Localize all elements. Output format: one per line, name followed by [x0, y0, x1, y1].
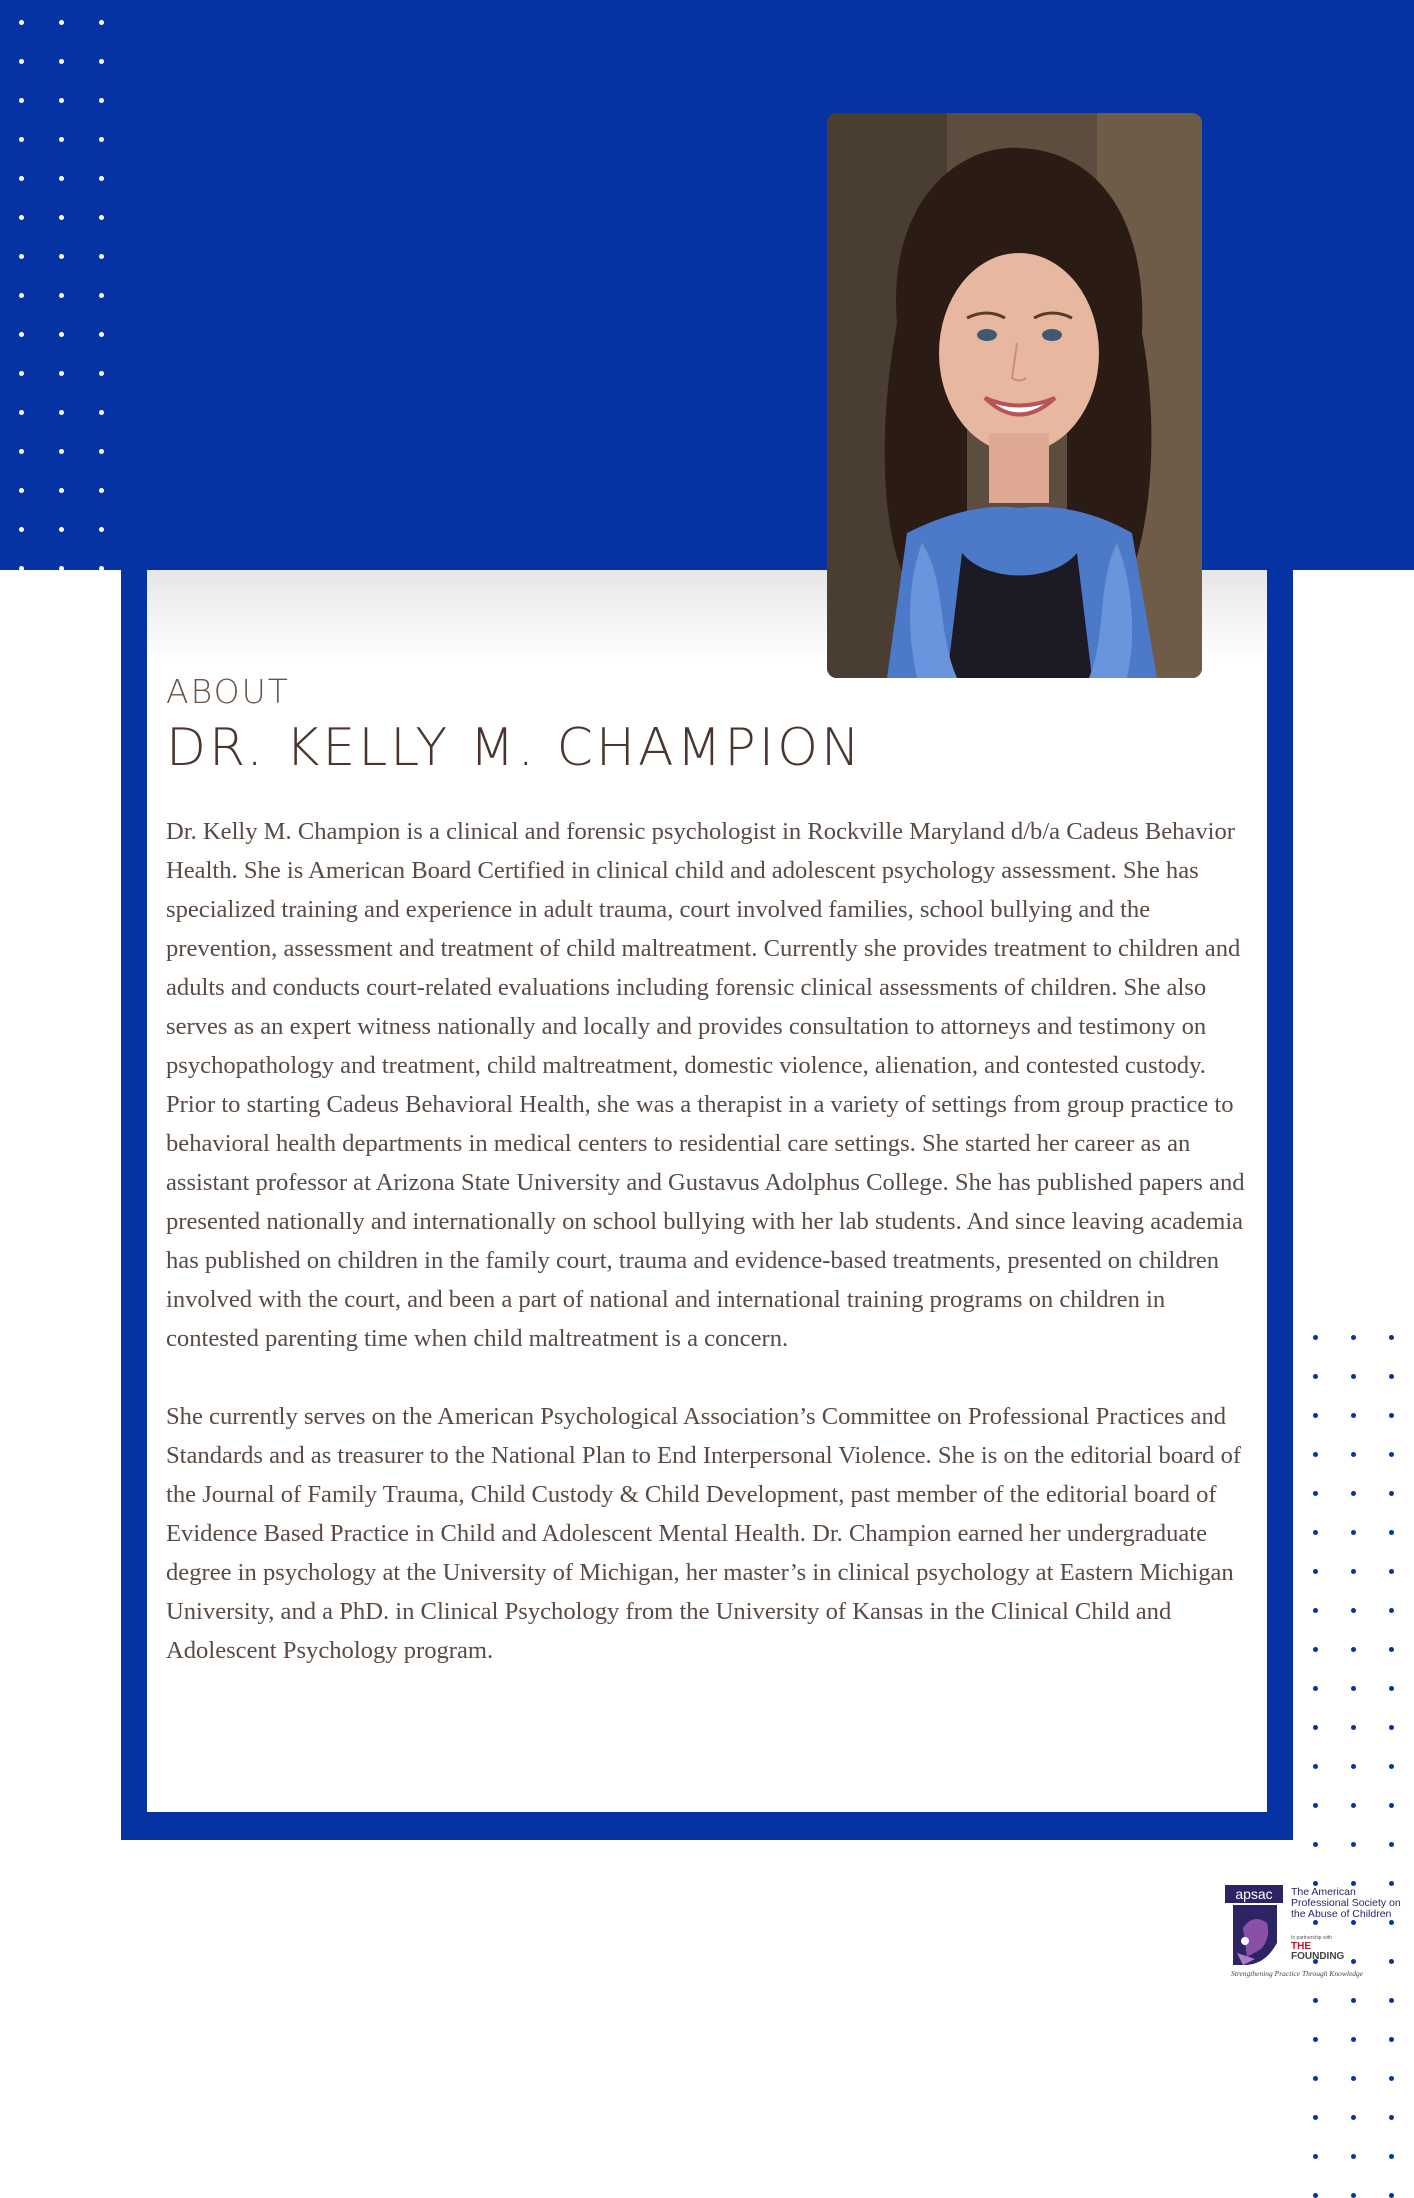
person-name-title: DR. KELLY M. CHAMPION [166, 718, 863, 778]
bio-paragraph: She currently serves on the American Psychological Association’s Committee on Professional Practices and Standards and as treasurer to the National Plan to End Interpersonal Violence. She is on the editorial board of the Journal of Family Trauma, Child Custody & Child Development, past member of the editorial board of Evidence Based Practice in Child and Adolescent Mental Health. Dr. Champion earned her undergraduate degree in psychology at the University of Michigan, her master’s in clinical psychology at Eastern Michigan University, and a PhD. in Clinical Psychology from the University of Kansas in the Clinical Child and Adolescent Psychology program. [166, 1403, 1242, 1664]
logo-tagline: Strengthening Practice Through Knowledge [1231, 1969, 1364, 1978]
logo-partner-text: In partnership with [1291, 1935, 1332, 1941]
dot-pattern-bottom-right [1313, 1335, 1394, 2198]
biography [166, 812, 1256, 1709]
dot-pattern-top-left [19, 20, 104, 1039]
about-eyebrow: ABOUT [166, 672, 290, 711]
logo-org-name: The American Professional Society on the Abuse of Children [1291, 1886, 1401, 1920]
bio-paragraph: Dr. Kelly M. Champion is a clinical and forensic psychologist in Rockville Maryland d/b/a Cadeus Behavior Health. She is American Board Certified in clinical child and adolescent psychology assessment. She has specialized training and experience in adult trauma, court involved families, school bullying and the prevention, assessment and treatment of child maltreatment. Currently she provides treatment to children and adults and conducts court-related evaluations including forensic clinical assessments of children. She also serves as an expert witness nationally and locally and provides consultation to attorneys and testimony on psychopathology and treatment, child maltreatment, domestic violence, alienation, and contested custody. Prior to starting Cadeus Behavioral Health, she was a therapist in a variety of settings from group practice to behavioral health departments in medical centers to residential care settings. She started her career as an assistant professor at Arizona State University and Gustavus Adolphus College. She has published papers and presented nationally and internationally on school bullying with her lab students. And since leaving academia has published on children in the family court, trauma and evidence-based treatments, presented on children involved with the court, and been a part of national and international training programs on children in contested parenting time when child maltreatment is a concern. [166, 818, 1245, 1352]
logo-partner-name-line1: THE [1291, 1941, 1311, 1952]
logo-mark-text: apsac [1235, 1886, 1273, 1902]
apsac-child-silhouette-icon [1225, 1883, 1285, 1973]
logo-partner-name-line2: FOUNDING [1291, 1951, 1345, 1962]
portrait-photo [827, 113, 1202, 678]
apsac-logo [1225, 1883, 1401, 1983]
logo-partner-name [1291, 1942, 1344, 1962]
portrait-illustration [827, 113, 1202, 678]
